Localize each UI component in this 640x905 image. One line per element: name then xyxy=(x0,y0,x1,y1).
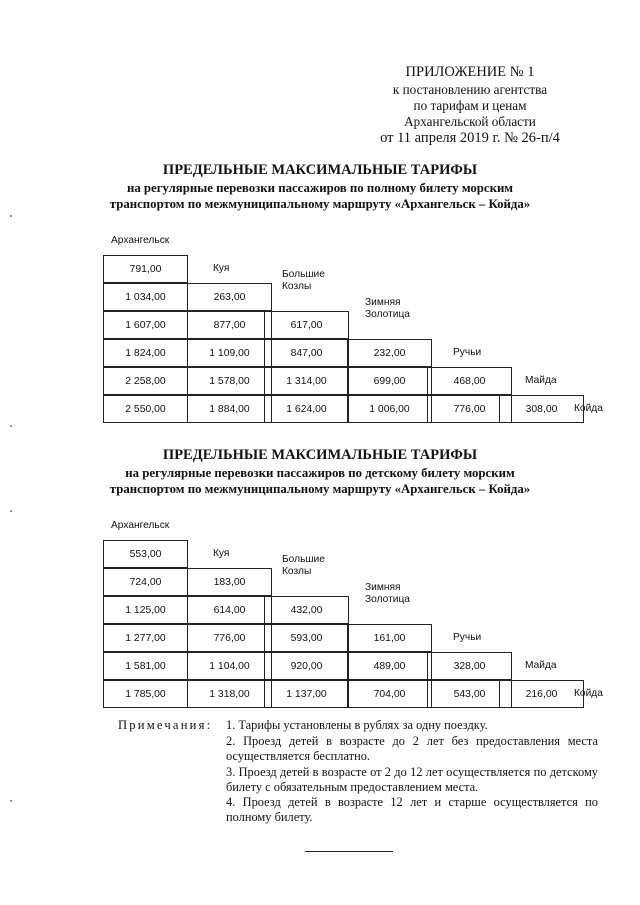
station-name: Ручьи xyxy=(453,632,482,643)
closing-divider xyxy=(305,851,393,852)
station-label xyxy=(574,403,603,415)
station-name: Койда xyxy=(574,688,603,699)
station-name-cont: Козлы xyxy=(282,566,312,577)
fare-cell: 847,00 xyxy=(264,339,349,367)
station-label xyxy=(213,263,229,275)
fare-cell: 776,00 xyxy=(187,624,272,652)
appendix-ref-line: по тарифам и ценам xyxy=(413,98,527,113)
table2-title: ПРЕДЕЛЬНЫЕ МАКСИМАЛЬНЫЕ ТАРИФЫ xyxy=(162,447,478,463)
fare-cell: 1 607,00 xyxy=(103,311,188,339)
station-label xyxy=(365,297,410,321)
station-label xyxy=(525,660,557,672)
station-name: Зимняя xyxy=(365,582,401,593)
fare-cell: 617,00 xyxy=(264,311,349,339)
fare-cell: 1 125,00 xyxy=(103,596,188,624)
fare-cell: 468,00 xyxy=(427,367,512,395)
fare-cell: 1 824,00 xyxy=(103,339,188,367)
station-origin: Архангельск xyxy=(111,520,170,531)
fare-cell: 161,00 xyxy=(347,624,432,652)
fare-cell: 1 581,00 xyxy=(103,652,188,680)
scan-speck xyxy=(10,425,12,427)
notes-label: Примечания: xyxy=(118,718,213,732)
station-origin: Архангельск xyxy=(111,235,170,246)
station-name: Большие xyxy=(282,554,325,565)
station-name: Большие xyxy=(282,269,325,280)
fare-cell: 593,00 xyxy=(264,624,349,652)
station-name-cont: Козлы xyxy=(282,281,312,292)
table1-subtitle: на регулярные перевозки пассажиров по полному билету морским xyxy=(126,181,514,195)
station-name: Зимняя xyxy=(365,297,401,308)
fare-cell: 1 624,00 xyxy=(264,395,349,423)
fare-cell: 704,00 xyxy=(347,680,432,708)
fare-cell: 432,00 xyxy=(264,596,349,624)
note-item: 1. Тарифы установлены в рублях за одну поездку. xyxy=(226,718,488,732)
station-label xyxy=(453,347,481,359)
fare-cell: 216,00 xyxy=(499,680,584,708)
station-label xyxy=(282,269,325,293)
fare-cell: 1 578,00 xyxy=(187,367,272,395)
fare-cell: 1 104,00 xyxy=(187,652,272,680)
fare-cell: 1 006,00 xyxy=(347,395,432,423)
fare-cell: 1 109,00 xyxy=(187,339,272,367)
fare-cell: 791,00 xyxy=(103,255,188,283)
station-name-cont: Золотица xyxy=(365,309,410,320)
table2-subtitle: на регулярные перевозки пассажиров по детскому билету морским xyxy=(125,466,515,480)
fare-cell: 920,00 xyxy=(264,652,349,680)
fare-cell: 1 785,00 xyxy=(103,680,188,708)
station-name: Майда xyxy=(525,375,557,386)
table1-subtitle: транспортом по межмуниципальному маршруту «Архангельск – Койда» xyxy=(109,197,531,211)
fare-cell: 2 258,00 xyxy=(103,367,188,395)
station-name: Ручьи xyxy=(453,347,482,358)
station-name: Койда xyxy=(574,403,603,414)
fare-cell: 1 137,00 xyxy=(264,680,349,708)
station-name: Куя xyxy=(213,263,230,274)
fare-cell: 328,00 xyxy=(427,652,512,680)
scan-speck xyxy=(10,800,12,802)
fare-cell: 1 314,00 xyxy=(264,367,349,395)
fare-cell: 699,00 xyxy=(347,367,432,395)
fare-cell: 1 884,00 xyxy=(187,395,272,423)
fare-cell: 2 550,00 xyxy=(103,395,188,423)
note-item: 2. Проезд детей в возрасте до 2 лет без предоставления места осуществляется бесплатно. xyxy=(226,734,598,763)
fare-cell: 553,00 xyxy=(103,540,188,568)
fare-cell: 232,00 xyxy=(347,339,432,367)
fare-cell: 489,00 xyxy=(347,652,432,680)
fare-cell: 183,00 xyxy=(187,568,272,596)
station-name-cont: Золотица xyxy=(365,594,410,605)
scan-speck xyxy=(10,510,12,512)
note-item: 3. Проезд детей в возрасте от 2 до 12 лет осуществляется по детскому билету с обязательным предоставлением места. xyxy=(226,765,598,794)
fare-cell: 724,00 xyxy=(103,568,188,596)
appendix-ref-line: Архангельской области xyxy=(404,114,536,129)
table2-subtitle: транспортом по межмуниципальному маршруту «Архангельск – Койда» xyxy=(109,482,531,496)
fare-cell: 1 318,00 xyxy=(187,680,272,708)
station-label xyxy=(365,582,410,606)
fare-cell: 614,00 xyxy=(187,596,272,624)
fare-cell: 263,00 xyxy=(187,283,272,311)
fare-cell: 1 034,00 xyxy=(103,283,188,311)
station-label xyxy=(282,554,325,578)
station-name: Майда xyxy=(525,660,557,671)
appendix-ref-line: к постановлению агентства xyxy=(392,82,548,97)
table1-title: ПРЕДЕЛЬНЫЕ МАКСИМАЛЬНЫЕ ТАРИФЫ xyxy=(162,162,478,178)
fare-cell: 776,00 xyxy=(427,395,512,423)
station-label xyxy=(574,688,603,700)
station-label xyxy=(213,548,229,560)
scan-speck xyxy=(10,215,12,217)
fare-cell: 877,00 xyxy=(187,311,272,339)
station-label xyxy=(453,632,481,644)
note-item: 4. Проезд детей в возрасте 12 лет и старше осуществляется по полному билету. xyxy=(226,795,598,824)
appendix-date-line: от 11 апреля 2019 г. № 26-п/4 xyxy=(380,130,560,146)
fare-cell: 308,00 xyxy=(499,395,584,423)
fare-cell: 543,00 xyxy=(427,680,512,708)
station-label xyxy=(525,375,557,387)
fare-cell: 1 277,00 xyxy=(103,624,188,652)
appendix-number: ПРИЛОЖЕНИЕ № 1 xyxy=(405,64,535,80)
station-name: Куя xyxy=(213,548,230,559)
